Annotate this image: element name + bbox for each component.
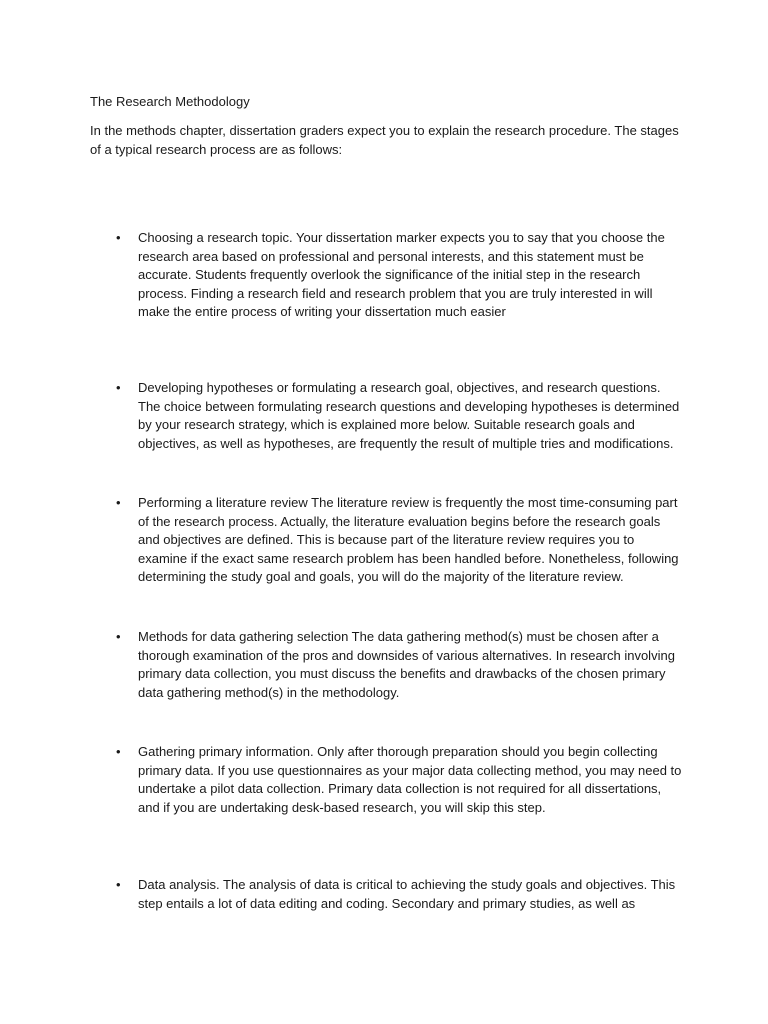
bullet-icon: • — [116, 230, 121, 245]
bullet-icon: • — [116, 629, 121, 644]
bullet-icon: • — [116, 744, 121, 759]
list-item — [116, 229, 683, 322]
list-item-text: Performing a literature review The literature review is frequently the most time-consuming part of the research process. Actually, the literature evaluation begins before the research goals and objectives are defined. This is because part of the literature review requires you to examine if the exact same research problem has been handled before. Nonetheless, following determining the study goal and goals, you will do the majority of the literature review. — [138, 495, 679, 585]
list-item-text: Choosing a research topic. Your dissertation marker expects you to say that you choose the research area based on professional and personal interests, and this statement must be accurate. Students frequently overlook the significance of the initial step in the research process. Finding a research field and research problem that you are truly interested in will make the entire process of writing your dissertation much easier — [138, 230, 665, 320]
document-title: The Research Methodology — [90, 94, 250, 109]
list-item — [116, 628, 683, 702]
list-item — [116, 494, 683, 587]
list-item — [116, 876, 683, 913]
list-item — [116, 379, 683, 453]
list-item-text: Data analysis. The analysis of data is critical to achieving the study goals and objectives. This step entails a lot of data editing and coding. Secondary and primary studies, as well as — [138, 877, 676, 911]
intro-paragraph: In the methods chapter, dissertation graders expect you to explain the research procedure. The stages of a typical research process are as follows: — [90, 123, 679, 157]
bullet-icon: • — [116, 495, 121, 510]
list-item-text: Developing hypotheses or formulating a research goal, objectives, and research questions. The choice between formulating research questions and developing hypotheses is determined by your research strategy, which is explained more below. Suitable research goals and objectives, as well as hypotheses, are frequently the result of multiple tries and modifications. — [138, 380, 680, 451]
list-item — [116, 743, 683, 817]
bullet-icon: • — [116, 877, 121, 892]
bullet-icon: • — [116, 380, 121, 395]
list-item-text: Methods for data gathering selection The data gathering method(s) must be chosen after a thorough examination of the pros and downsides of various alternatives. In research involving primary data collection, you must discuss the benefits and drawbacks of the chosen primary data gathering method(s) in the methodology. — [138, 629, 675, 700]
list-item-text: Gathering primary information. Only after thorough preparation should you begin collecting primary data. If you use questionnaires as your major data collecting method, you may need to undertake a pilot data collection. Primary data collection is not required for all dissertations, and if you are undertaking desk-based research, you will skip this step. — [138, 744, 682, 815]
